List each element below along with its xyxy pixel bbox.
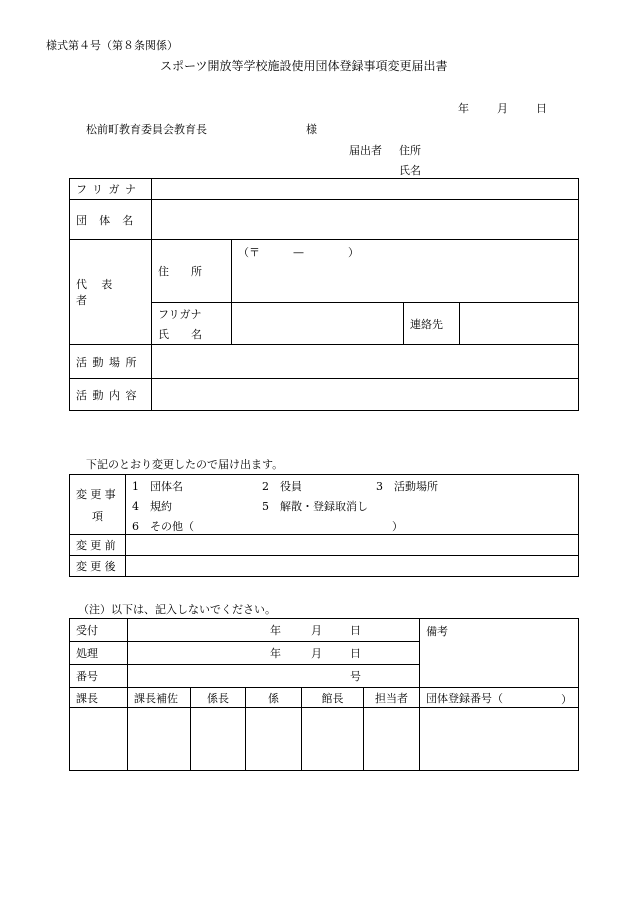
change-table xyxy=(69,474,579,577)
applicant-address-label: 住所 xyxy=(399,144,421,157)
stamp-hall-director[interactable] xyxy=(302,708,364,771)
option-officers[interactable]: 2 役員 xyxy=(262,480,302,493)
office-table xyxy=(69,618,579,771)
after-label: 変更後 xyxy=(70,556,126,577)
date-day-label: 日 xyxy=(536,102,547,115)
before-label: 変更前 xyxy=(70,535,126,556)
applicant-name-label: 氏名 xyxy=(399,164,421,177)
stamp-subsection-chief[interactable] xyxy=(191,708,246,771)
role-hall-director: 館長 xyxy=(302,688,364,708)
group-name-label: 団体名 xyxy=(70,200,152,240)
activity-place-label: 活動場所 xyxy=(70,345,152,379)
rep-name-label-cell xyxy=(152,303,232,345)
form-title: スポーツ開放等学校施設使用団体登録事項変更届出書 xyxy=(160,59,448,73)
option-group-name[interactable]: 1 団体名 xyxy=(132,480,183,493)
role-person-in-charge: 担当者 xyxy=(364,688,420,708)
received-label: 受付 xyxy=(70,619,128,642)
before-field[interactable] xyxy=(126,535,579,556)
activity-place-field[interactable] xyxy=(152,345,579,379)
contact-field[interactable] xyxy=(460,303,579,345)
postal-code-bracket: （〒 — ） xyxy=(238,246,359,259)
date-year-label: 年 xyxy=(458,102,469,115)
stamp-person-in-charge[interactable] xyxy=(364,708,420,771)
role-subsection-chief: 係長 xyxy=(191,688,246,708)
change-items-label: 変更事 項 xyxy=(70,475,126,535)
form-number: 様式第４号（第８条関係） xyxy=(46,39,178,52)
number-field[interactable]: 号 xyxy=(128,665,420,688)
received-date[interactable]: 年 月 日 xyxy=(128,619,420,642)
option-bylaws[interactable]: 4 規約 xyxy=(132,500,172,513)
addressee: 松前町教育委員会教育長 xyxy=(86,123,207,136)
stamp-deputy-chief[interactable] xyxy=(128,708,191,771)
processed-date[interactable]: 年 月 日 xyxy=(128,642,420,665)
registration-number-field[interactable] xyxy=(420,708,579,771)
role-staff: 係 xyxy=(246,688,302,708)
honorific: 様 xyxy=(306,123,317,136)
rep-address-label: 住所 xyxy=(152,240,232,303)
activity-content-label: 活動内容 xyxy=(70,379,152,411)
after-field[interactable] xyxy=(126,556,579,577)
stamp-section-chief[interactable] xyxy=(70,708,128,771)
rep-name-field[interactable] xyxy=(232,303,404,345)
option-other-close: ） xyxy=(392,520,403,533)
contact-label: 連絡先 xyxy=(404,303,460,345)
change-items-options xyxy=(126,475,579,535)
role-deputy-chief: 課長補佐 xyxy=(128,688,191,708)
rep-furigana-label: フリガナ xyxy=(158,307,202,321)
option-other[interactable]: 6 その他（ xyxy=(132,520,194,533)
processed-label: 処理 xyxy=(70,642,128,665)
activity-content-field[interactable] xyxy=(152,379,579,411)
group-info-table xyxy=(69,178,579,411)
remarks-cell[interactable] xyxy=(420,619,579,688)
representative-label: 代表者 xyxy=(70,240,152,345)
rep-name-label: 氏名 xyxy=(158,327,224,341)
furigana-label: フリガナ xyxy=(70,179,152,200)
stamp-staff[interactable] xyxy=(246,708,302,771)
number-label: 番号 xyxy=(70,665,128,688)
option-activity-place[interactable]: 3 活動場所 xyxy=(376,480,438,493)
option-dissolution[interactable]: 5 解散・登録取消し xyxy=(262,500,368,513)
applicant-label: 届出者 xyxy=(349,144,382,157)
change-intro: 下記のとおり変更したので届け出ます。 xyxy=(86,458,284,471)
rep-address-field[interactable] xyxy=(232,240,579,303)
date-month-label: 月 xyxy=(497,102,508,115)
office-note: （注）以下は、記入しないでください。 xyxy=(78,603,276,616)
registration-number-header: 団体登録番号（ ） xyxy=(420,688,579,708)
remarks-label: 備考 xyxy=(426,625,449,638)
furigana-field[interactable] xyxy=(152,179,579,200)
group-name-field[interactable] xyxy=(152,200,579,240)
role-section-chief: 課長 xyxy=(70,688,128,708)
